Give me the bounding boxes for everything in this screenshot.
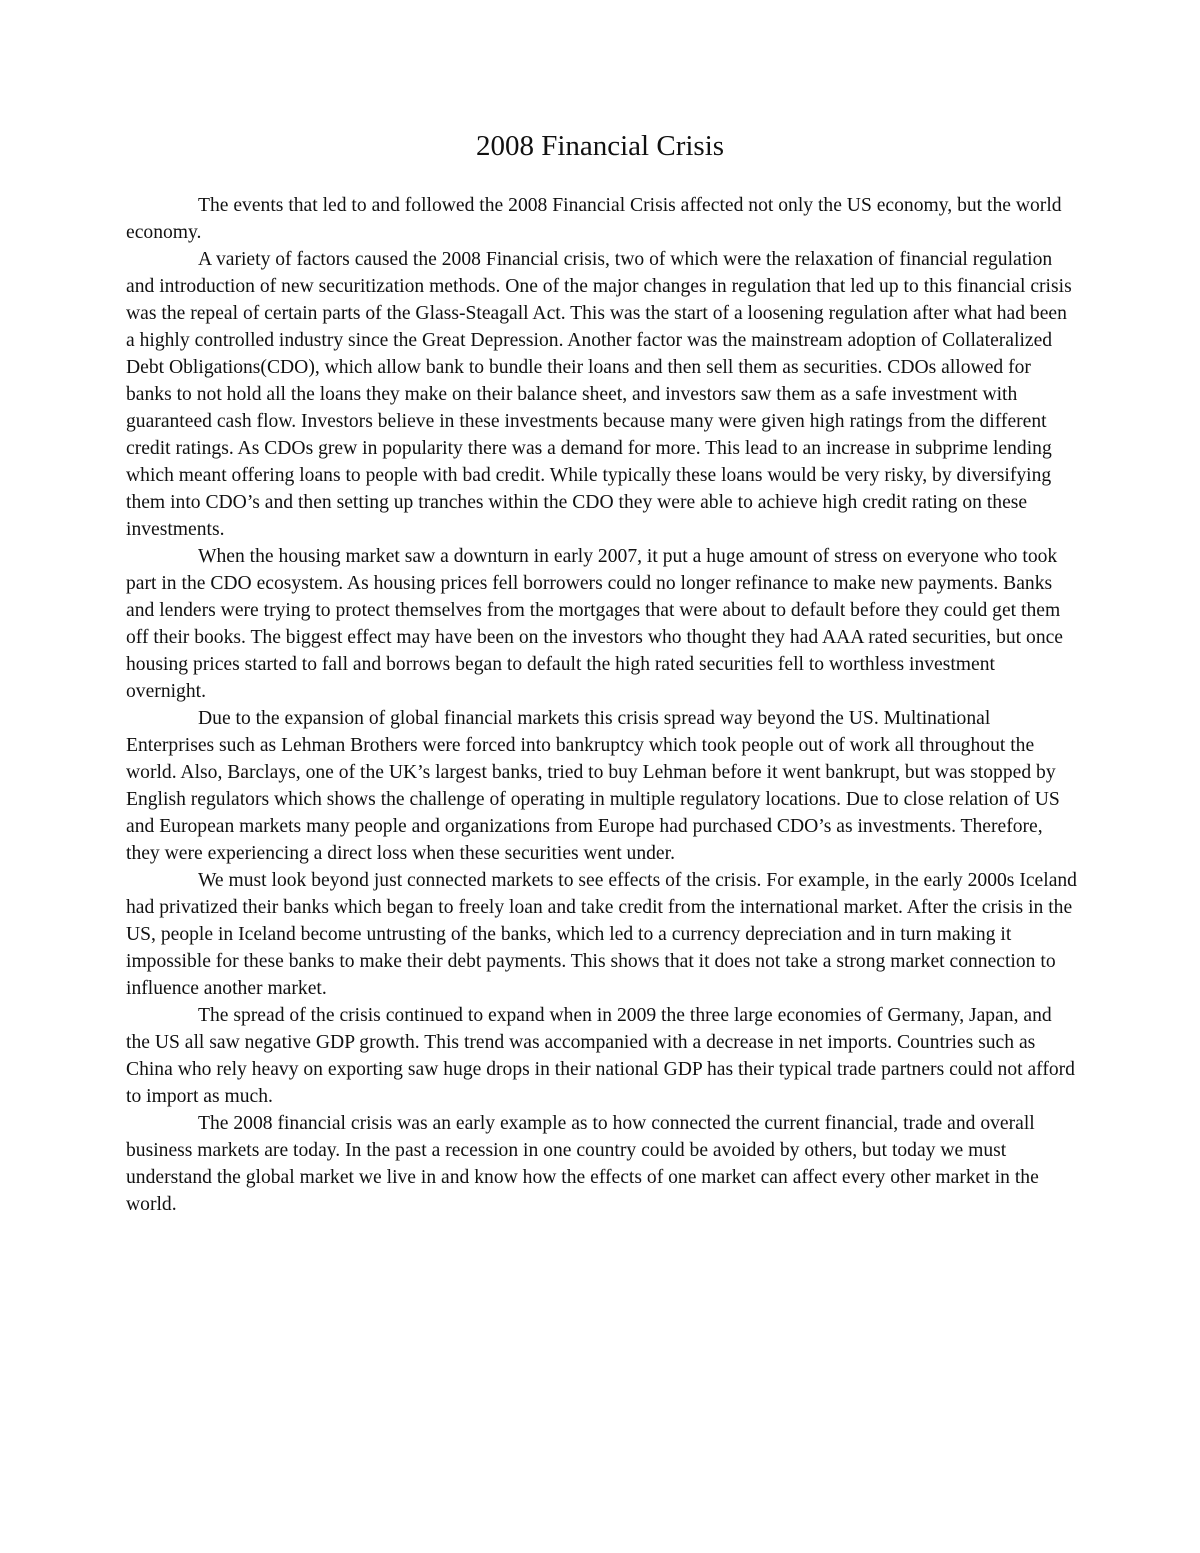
paragraph-conclusion: The 2008 financial crisis was an early example as to how connected the current financial, trade and overall business markets are today. In the past a recession in one country could be avoided by others, but today we must understand the global market we live in and know how the effects of one market can affect every other market in the world. [126,1113,1039,1215]
paragraph-causes: A variety of factors caused the 2008 Financial crisis, two of which were the relaxation of financial regulation and introduction of new securitization methods. One of the major changes in regulation that led up to this financial crisis was the repeal of certain parts of the Glass-Steagall Act. This was the start of a loosening regulation after what had been a highly controlled industry since the Great Depression. Another factor was the mainstream adoption of Collateralized Debt Obligations(CDO), which allow bank to bundle their loans and then sell them as securities. CDOs allowed for banks to not hold all the loans they make on their balance sheet, and investors saw them as a safe investment with guaranteed cash flow. Investors believe in these investments because many were given high ratings from the different credit ratings. As CDOs grew in popularity there was a demand for more. This lead to an increase in subprime lending which meant offering loans to people with bad credit. While typically these loans would be very risky, by diversifying them into CDO’s and then setting up tranches within the CDO they were able to achieve high credit rating on these investments. [126,249,1072,540]
paragraph-iceland: We must look beyond just connected markets to see effects of the crisis. For example, in the early 2000s Iceland had privatized their banks which began to freely loan and take credit from the international market. After the crisis in the US, people in Iceland become untrusting of the banks, which led to a currency depreciation and in turn making it impossible for these banks to make their debt payments. This shows that it does not take a strong market connection to influence another market. [126,870,1077,999]
paragraph-housing-downturn: When the housing market saw a downturn in early 2007, it put a huge amount of stress on everyone who took part in the CDO ecosystem. As housing prices fell borrowers could no longer refinance to make new payments. Banks and lenders were trying to protect themselves from the mortgages that were about to default before they could get them off their books. The biggest effect may have been on the investors who thought they had AAA rated securities, but once housing prices started to fall and borrows began to default the high rated securities fell to worthless investment overnight. [126,546,1064,702]
paragraph-gdp: The spread of the crisis continued to expand when in 2009 the three large economies of Germany, Japan, and the US all saw negative GDP growth. This trend was accompanied with a decrease in net imports. Countries such as China who rely heavy on exporting saw huge drops in their national GDP has their typical trade partners could not afford to import as much. [126,1005,1075,1107]
paragraph-intro: The events that led to and followed the 2008 Financial Crisis affected not only the US economy, but the world economy. [126,195,1062,243]
document-title: 2008 Financial Crisis [475,130,725,162]
document-body [126,192,1078,1218]
paragraph-global-spread: Due to the expansion of global financial markets this crisis spread way beyond the US. Multinational Enterprises such as Lehman Brothers were forced into bankruptcy which took people out of work all throughout the world. Also, Barclays, one of the UK’s largest banks, tried to buy Lehman before it went bankrupt, but was stopped by English regulators which shows the challenge of operating in multiple regulatory locations. Due to close relation of US and European markets many people and organizations from Europe had purchased CDO’s as investments. Therefore, they were experiencing a direct loss when these securities went under. [126,708,1060,864]
